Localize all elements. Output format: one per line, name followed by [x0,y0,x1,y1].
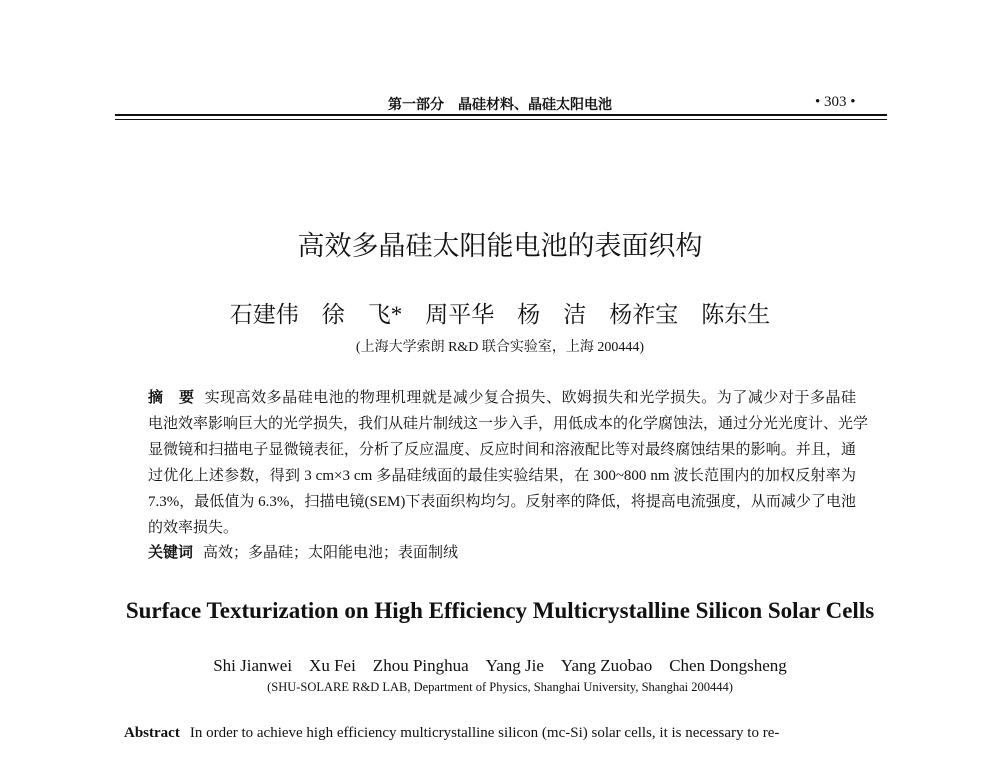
abstract-label-cn: 摘 要 [148,390,195,406]
abstract-text: 实现高效多晶硅电池的物理机理就是减少复合损失、欧姆损失和光学损失。为了减少对于多晶硅 [204,390,856,406]
paper-title-cn: 高效多晶硅太阳能电池的表面织构 [297,231,703,262]
abstract-cn-line: 过优化上述参数，得到 3 cm×3 cm 多晶硅绒面的最佳实验结果，在 300~800 nm 波长范围内的加权反射率为 [148,468,856,484]
keywords-cn [148,541,856,562]
authors-cn: 石建伟 徐 飞* 周平华 杨 洁 杨祚宝 陈东生 [229,302,771,327]
abstract-cn-line: 7.3%，最低值为 6.3%，扫描电镜(SEM)下表面织构均匀。反射率的降低，将提高电流强度，从而减少了电池 [148,494,856,510]
affiliation-en: (SHU-SOLARE R&D LAB, Department of Physics, Shanghai University, Shanghai 200444) [267,680,733,694]
abstract-en [124,725,779,742]
paper-title-en: Surface Texturization on High Efficiency Multicrystalline Silicon Solar Cells [125,598,875,623]
abstract-cn-line: 显微镜和扫描电子显微镜表征，分析了反应温度、反应时间和溶液配比等对最终腐蚀结果的影响。并且，通 [148,442,856,458]
keywords-text: 高效；多晶硅；太阳能电池；表面制绒 [203,545,459,561]
running-header-section: 第一部分 晶硅材料、晶硅太阳电池 [388,98,612,113]
page-number: • 303 • [815,94,856,110]
authors-en: Shi Jianwei Xu Fei Zhou Pinghua Yang Jie Yang Zuobao Chen Dongsheng [213,656,787,675]
abstract-en-text: In order to achieve high efficiency multicrystalline silicon (mc-Si) solar cells, it is necessary to re- [189,725,780,741]
keywords-label-cn: 关键词 [148,545,194,561]
abstract-cn-line [148,386,856,407]
header-rule-thin [115,119,887,120]
header-rule-thick [115,114,887,116]
affiliation-cn: (上海大学索朗 R&D 联合实验室，上海 200444) [355,340,645,355]
abstract-label-en: Abstract [124,725,180,741]
abstract-cn-line: 电池效率影响巨大的光学损失，我们从硅片制绒这一步入手，用低成本的化学腐蚀法，通过分光光度计、光学 [148,416,869,432]
abstract-cn-line: 的效率损失。 [148,520,239,536]
